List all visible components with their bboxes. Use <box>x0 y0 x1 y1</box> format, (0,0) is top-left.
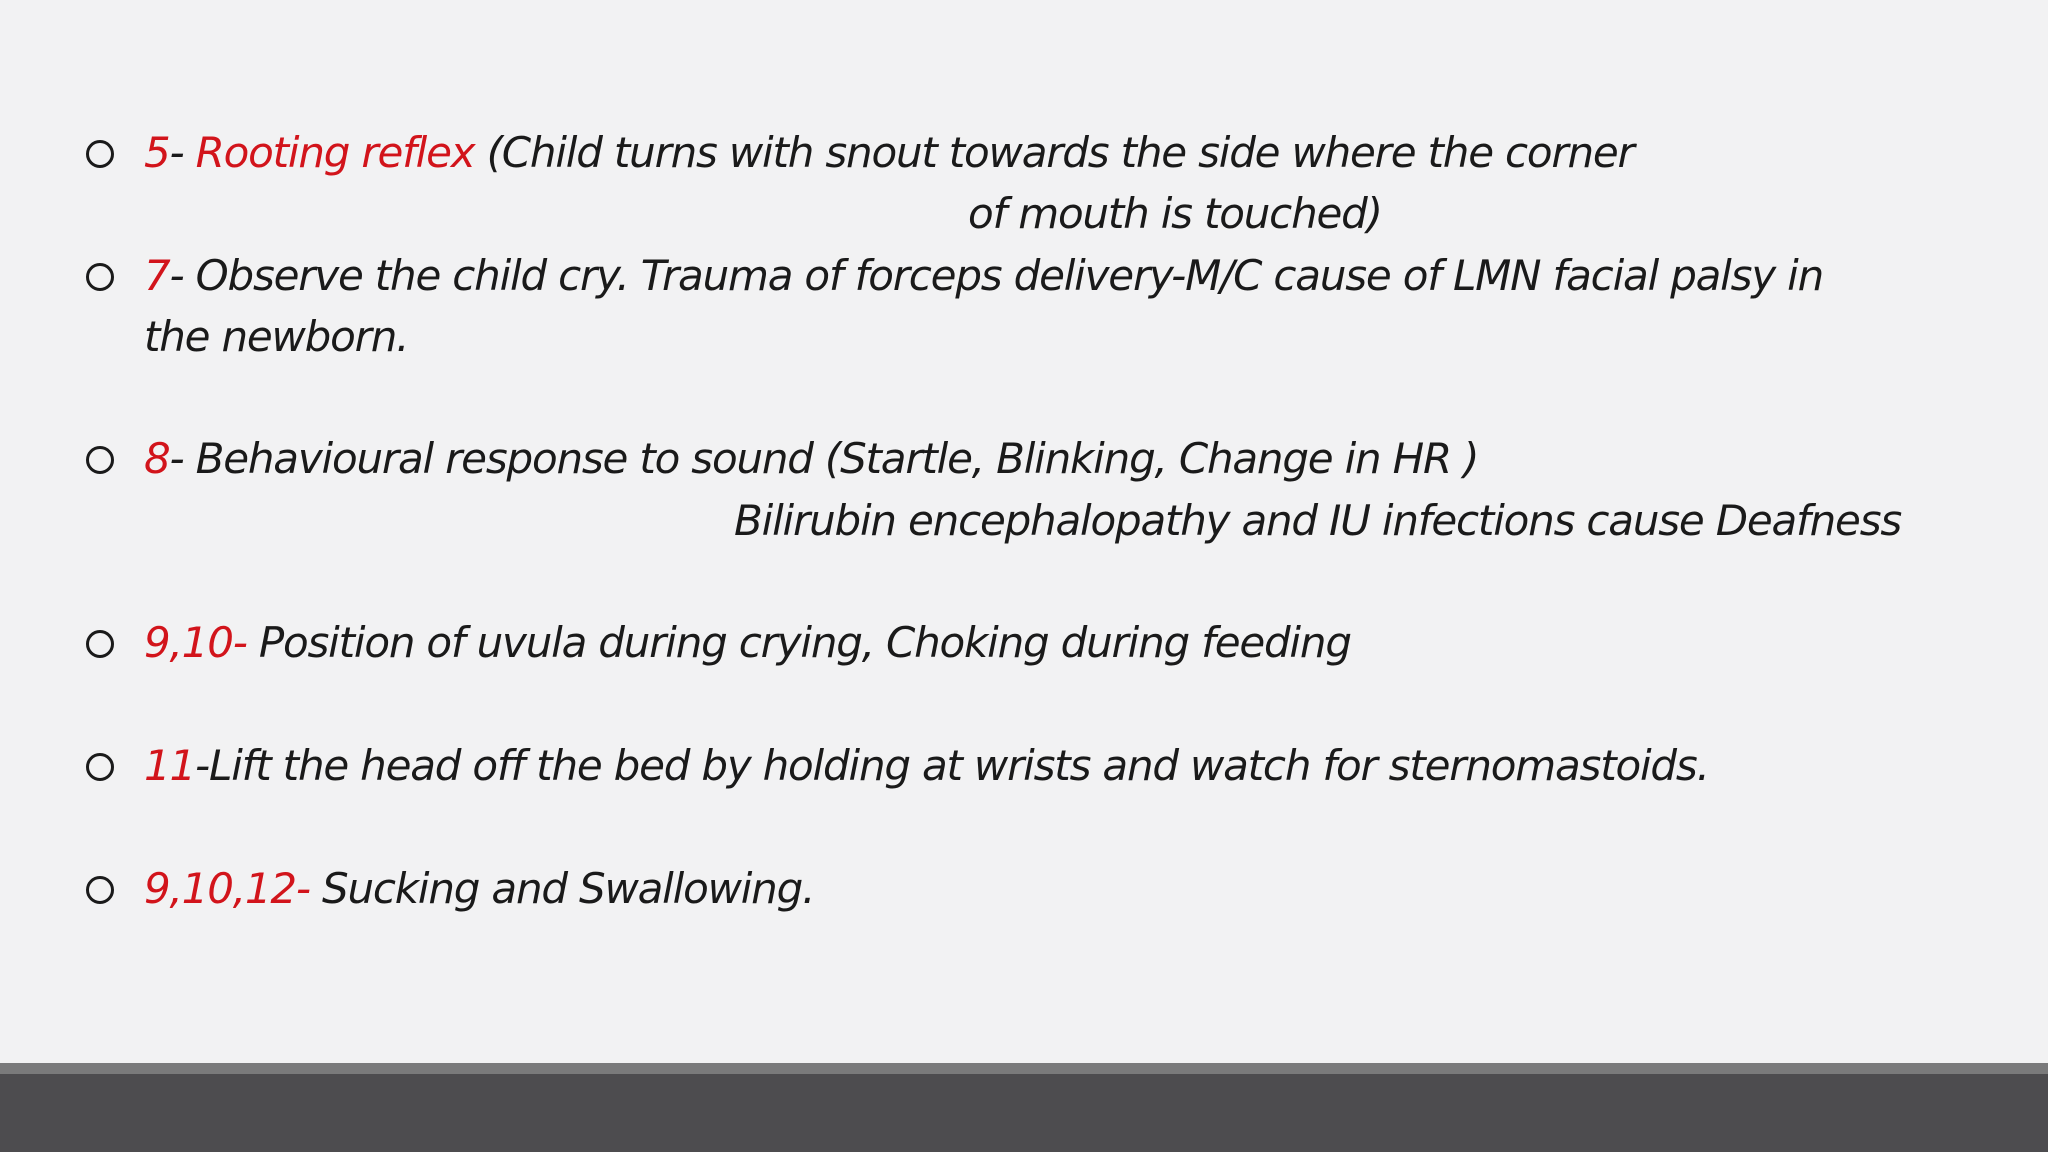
item-text: - Observe the child cry. Trauma of forceps delivery-M/C cause of LMN facial palsy in <box>169 251 1824 300</box>
item-text: - Behavioural response to sound (Startle, Blinking, Change in HR ) <box>169 434 1479 483</box>
item-text: -Lift the head off the bed by holding at wrists and watch for sternomastoids. <box>195 741 1709 790</box>
bullet-circle-icon <box>86 630 114 658</box>
nerve-number: 5 <box>144 128 170 177</box>
bullet-circle-icon <box>86 263 114 291</box>
list-item-cn8-continuation <box>734 490 1901 552</box>
bullet-circle-icon <box>86 753 114 781</box>
nerve-number: 8 <box>144 434 170 483</box>
footer-stripe <box>0 1063 2048 1074</box>
bullet-circle-icon <box>86 446 114 474</box>
continuation-text: of mouth is touched) <box>968 189 1382 238</box>
nerve-number: 9,10,12- <box>144 864 310 913</box>
reflex-name: Rooting reflex <box>183 128 475 177</box>
list-item-cn9-10 <box>144 612 1351 674</box>
bullet-circle-icon <box>86 140 114 168</box>
item-text: Position of uvula during crying, Choking during feeding <box>246 618 1351 667</box>
footer-bar <box>0 1074 2048 1152</box>
nerve-number: 9,10- <box>144 618 247 667</box>
bullet-circle-icon <box>86 876 114 904</box>
list-item-cn7 <box>144 245 1823 307</box>
list-item-cn7-continuation <box>144 306 408 368</box>
item-text: Sucking and Swallowing. <box>309 864 815 913</box>
list-item-cn8 <box>144 428 1478 490</box>
separator: - <box>169 128 184 177</box>
continuation-text: the newborn. <box>144 312 409 361</box>
nerve-number: 7 <box>144 251 170 300</box>
nerve-number: 11 <box>144 741 196 790</box>
continuation-text: Bilirubin encephalopathy and IU infections cause Deafness <box>734 496 1902 545</box>
list-item-cn11 <box>144 735 1709 797</box>
list-item-cn5-continuation <box>968 183 1382 245</box>
item-text: (Child turns with snout towards the side where the corner <box>474 128 1634 177</box>
list-item-cn5 <box>144 122 1634 184</box>
list-item-cn9-10-12 <box>144 858 814 920</box>
